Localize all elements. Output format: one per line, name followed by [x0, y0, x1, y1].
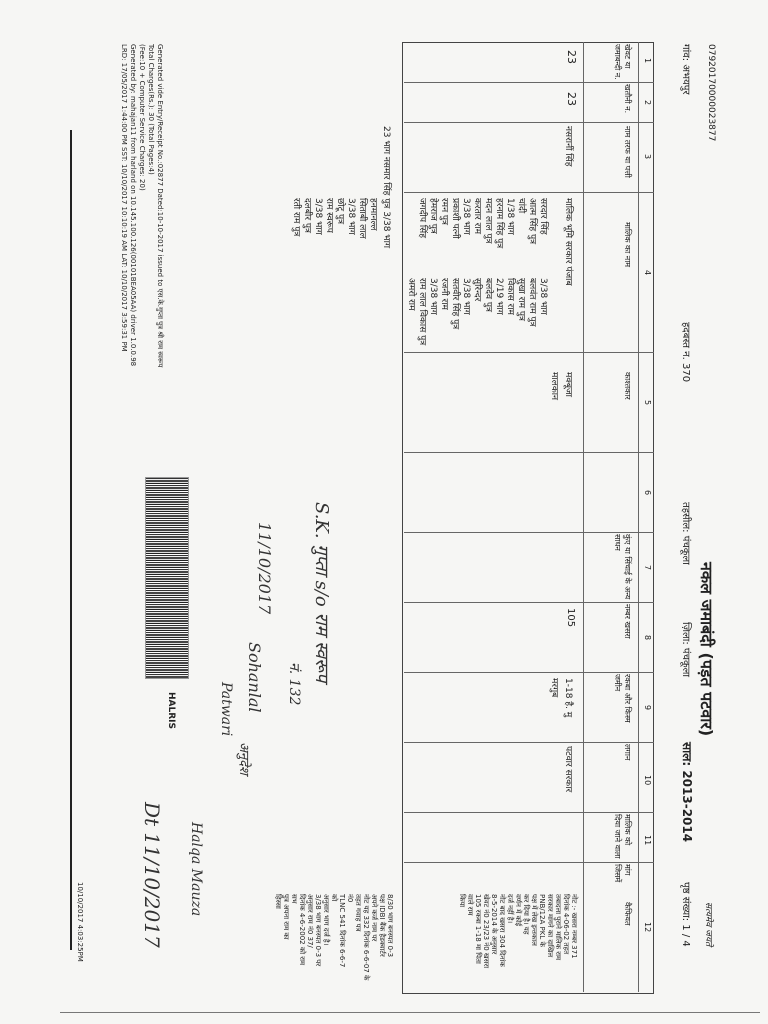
owners-bottom-list	[290, 198, 378, 298]
column-number: 3	[643, 154, 652, 160]
page-number: पृष्ठ संख्या: 1 / 4	[680, 882, 691, 947]
column-number: 6	[643, 490, 652, 496]
owner-entry: सुरिन्दर	[472, 278, 482, 302]
owner-entry: रजनी राम	[439, 278, 449, 310]
remark-line: को	[330, 894, 338, 902]
col-divider	[404, 532, 654, 533]
owners-bottom-line: 23 भाग नसमार सिंह पुत्र 3/38 भाग	[381, 126, 391, 249]
column-header: खेवट या जमाबन्दी न.	[613, 44, 632, 80]
scanned-record-sheet	[44, 22, 724, 1002]
fee-line: (Fee:10 + Computer Service Charges: 20)	[138, 44, 146, 191]
remark-line: नोट बाद खसरा 304 दिनांक	[498, 894, 506, 967]
col-divider	[404, 812, 654, 813]
owner-entry: रमन पुत्र	[439, 198, 449, 225]
owner-entry: 3/38 भाग	[538, 278, 548, 315]
scan-edge-left	[70, 130, 72, 950]
column-header: रकबा और किस्म जमीन	[613, 674, 632, 723]
owner-entry: छोटू पुत्र	[335, 198, 345, 225]
cultivator-label: मक्बूजा	[563, 372, 573, 398]
remarks-column-continued	[274, 894, 394, 990]
owner-entry: 3/38 भाग	[461, 198, 471, 235]
charges-line: Total Charges(Rs.): 30 (Total Pages:4)	[147, 44, 155, 175]
handwritten-attest-date: Dt 11/10/2017	[140, 802, 164, 948]
khatoni-number: 23	[565, 92, 578, 106]
remark-line: 8/30 भाग बनस्पत 0-3	[386, 894, 394, 958]
owner-entry: हेमराज पुत्र	[428, 198, 438, 234]
owners-list	[416, 198, 548, 273]
handwritten-name: S.K. गुप्ता s/o राम स्वरूप	[311, 502, 332, 683]
owner-entry: मदन लाल पुत्र	[483, 198, 493, 244]
remark-line: 3/38 भाग बनस्पत 0-3 पर	[314, 894, 322, 967]
cultivator-name: मालकान	[549, 372, 559, 401]
remark-line: नोट :- खसरा नम्बर 371	[570, 894, 578, 959]
remark-line: पक्ष में लेख इन्तकाल	[530, 894, 538, 946]
generated-by-line: Generated by: mahajan11 from harland on 10.145.100.126(00101BEA05AA) driver 1.0.0.98	[129, 44, 137, 367]
owner-entry: 3/38 भाग	[461, 278, 471, 315]
remark-line: खेवट नं0 23/23 नं0 खसरा	[482, 894, 490, 969]
remark-line: पुत्र अपना राम का	[282, 894, 290, 940]
column-header: कैफियत	[623, 902, 632, 926]
document-id: 07920170000023877	[706, 44, 716, 142]
owner-entry: बलदेव पुत्र	[483, 278, 493, 312]
owner-entry: आत्म सिंह पुत्र	[527, 198, 537, 245]
rent-value: पटवार सरकार	[563, 746, 573, 793]
col-divider	[404, 452, 654, 453]
handwritten-halqa: Halqa Mauza	[188, 822, 204, 917]
col-divider	[404, 192, 654, 193]
owner-entry: 3/38 भाग	[428, 278, 438, 315]
remark-line: दर्ज नहीं है।	[506, 894, 514, 924]
remark-line: 105 रकबा 1-18 मा पिता	[474, 894, 482, 964]
header-divider	[638, 42, 639, 992]
col-divider	[404, 672, 654, 673]
column-number: 8	[643, 635, 652, 641]
column-header: मांग जिसमें	[613, 864, 632, 883]
remarks-column	[458, 894, 578, 990]
remark-line: किया	[458, 894, 466, 908]
column-header: मालिक को दिया जाने वाला	[613, 814, 632, 859]
col-divider	[404, 602, 654, 603]
col-divider	[404, 82, 654, 83]
village-label: गांव: अभयपुर	[680, 44, 691, 95]
owners-list-continued	[405, 278, 548, 350]
print-timestamp: 10/10/2017 4:03:25PM	[76, 882, 84, 962]
column-number: 9	[643, 705, 652, 711]
khewat-number: 23	[565, 50, 578, 64]
column-header: काश्तकार	[623, 372, 632, 400]
handwritten-designation: Patwari	[218, 682, 234, 737]
remark-line: दिनांक 4-06-02 तहत	[562, 894, 570, 955]
owner-entry: रती राम पुत्र	[291, 198, 301, 237]
owner-entry: सुखा राम पुत्र	[516, 278, 526, 321]
remark-line: तबादला पुराने मालिक राम	[554, 894, 562, 961]
government-seal: सत्यमेव जयते	[703, 902, 713, 947]
remark-line: अपने कर्ज नाम पर	[370, 894, 378, 942]
remark-line: सरकार मांगने का दाखिल	[546, 894, 554, 958]
owner-entry: हनमानल्ल	[368, 198, 378, 231]
column-number: 2	[643, 100, 652, 106]
owner-entry: सरदार सिंह	[538, 198, 548, 235]
patti-name: नसरानीं सिंह	[563, 126, 573, 167]
remark-line: तहत गवाह पत्र	[354, 894, 362, 932]
owner-entry: चांदी	[516, 198, 526, 214]
barcode	[145, 477, 189, 679]
column-header: मालिक का नाम	[623, 222, 632, 268]
owner-heading: मालिक भूमि सरकार पंजाब	[563, 198, 573, 286]
column-number: 1	[643, 58, 652, 64]
handwritten-signature: Sohanlal	[245, 642, 264, 713]
remark-line: कर दिया है। यह	[522, 894, 530, 935]
remark-line: पक्ष IDBI बैंक हैडक्वार्टर	[378, 894, 386, 957]
owner-entry: करतार राम	[472, 198, 482, 234]
land-type: मरगुब	[549, 678, 559, 698]
column-number: 12	[643, 922, 652, 933]
owner-entry: राम लाल विकास पुत्र	[417, 278, 427, 346]
owner-entry: सतवीर सिंह पुत्र	[450, 278, 460, 330]
hadbast-number: हदबस्त न. 370	[680, 322, 691, 383]
owner-entry: बलवंत राम पुत्र	[527, 278, 537, 327]
owner-entry: 2/19 भाग	[494, 278, 504, 315]
remark-line: TLNC 541 दिनांक 6-6-7	[338, 894, 346, 968]
generated-line: Generated vide Entry/Receipt No.:02877 Dated:10-10-2017 issued to एस.के.गुप्ता पुत्र श्री राम स्वरूप	[156, 44, 164, 368]
remark-line: सभ	[290, 894, 298, 904]
column-header: खतौनी न.	[623, 84, 632, 114]
col-divider	[404, 862, 654, 863]
column-number: 5	[643, 400, 652, 406]
remark-line: नोट यह 332 दिनांक 6-6-07 के	[362, 894, 370, 981]
tehsil-label: तहसील: पंचकूला	[680, 502, 691, 565]
lrd-line: LRD: 17/05/2017 1:44:00 PM SST: 10/10/2017 10:10:19 AM LAT: 10/10/2017 3:59:31 PM	[120, 44, 128, 352]
area-value: 1-18 है. मु	[563, 678, 573, 718]
remark-line: हिस्सा	[274, 894, 282, 909]
column-header: नम्बर खसरा	[623, 604, 632, 639]
owner-entry: विकास राम	[505, 278, 515, 315]
owner-entry: 1/38 भाग	[505, 198, 515, 235]
document-title: नकल जमाबंदी (पड़त पटवार)	[697, 562, 716, 737]
owner-entry: जगदीप सिंह	[417, 198, 427, 239]
col-divider	[404, 122, 654, 123]
column-header: लगान	[623, 744, 632, 761]
scan-edge-bottom	[60, 1012, 760, 1013]
column-number: 10	[643, 775, 652, 786]
khasra-number: 105	[565, 608, 576, 628]
col-divider	[404, 352, 654, 353]
column-number: 4	[643, 270, 652, 276]
column-header: नाम तरफ या पत्ती	[623, 126, 632, 178]
owner-entry: अमरो राम	[406, 278, 416, 311]
owner-entry: दलबीर पुत्र	[302, 198, 312, 233]
remark-line: दिनांक 4-6-2002 को राम	[298, 894, 306, 966]
remark-line: नं0	[346, 894, 354, 903]
handwritten-number: नं. 132	[286, 662, 302, 706]
owner-entry: राम स्वरूप	[324, 198, 334, 233]
handwritten-date: 11/10/2017	[255, 522, 274, 615]
owner-entry: 3/38 भाग	[346, 198, 356, 235]
owner-entry: सिताबी लाल	[357, 198, 367, 239]
handwritten-note: अनुदेश	[236, 742, 251, 775]
remark-line: वर्णन में कोई	[514, 894, 522, 927]
year-label: साल: 2013-2014	[680, 742, 694, 843]
column-number: 7	[643, 565, 652, 571]
owner-entry: 3/38 भाग	[313, 198, 323, 235]
generation-info	[119, 44, 164, 464]
col-divider	[404, 742, 654, 743]
remark-line: 8-5-2014 के अनुसार	[490, 894, 498, 955]
header-bottom-divider	[583, 42, 584, 992]
remark-line: अनुसार राम नं0 37/	[306, 894, 314, 948]
remark-line: PNB/12A PKL के	[538, 894, 546, 947]
remark-line: अनुसार भाग दर्ज है।	[322, 894, 330, 946]
district-label: ज़िला: पंचकूला	[680, 622, 691, 678]
halris-label: HALRIS	[166, 692, 176, 729]
owner-entry: प्रकाशी पत्नी	[450, 198, 460, 239]
remark-line: वाले राम	[466, 894, 474, 916]
owner-entry: हरनाम सिंह पुत्र	[494, 198, 504, 249]
column-header: कुंए या सिंचाई के अन्य साधन	[613, 534, 632, 600]
column-number: 11	[643, 835, 652, 846]
